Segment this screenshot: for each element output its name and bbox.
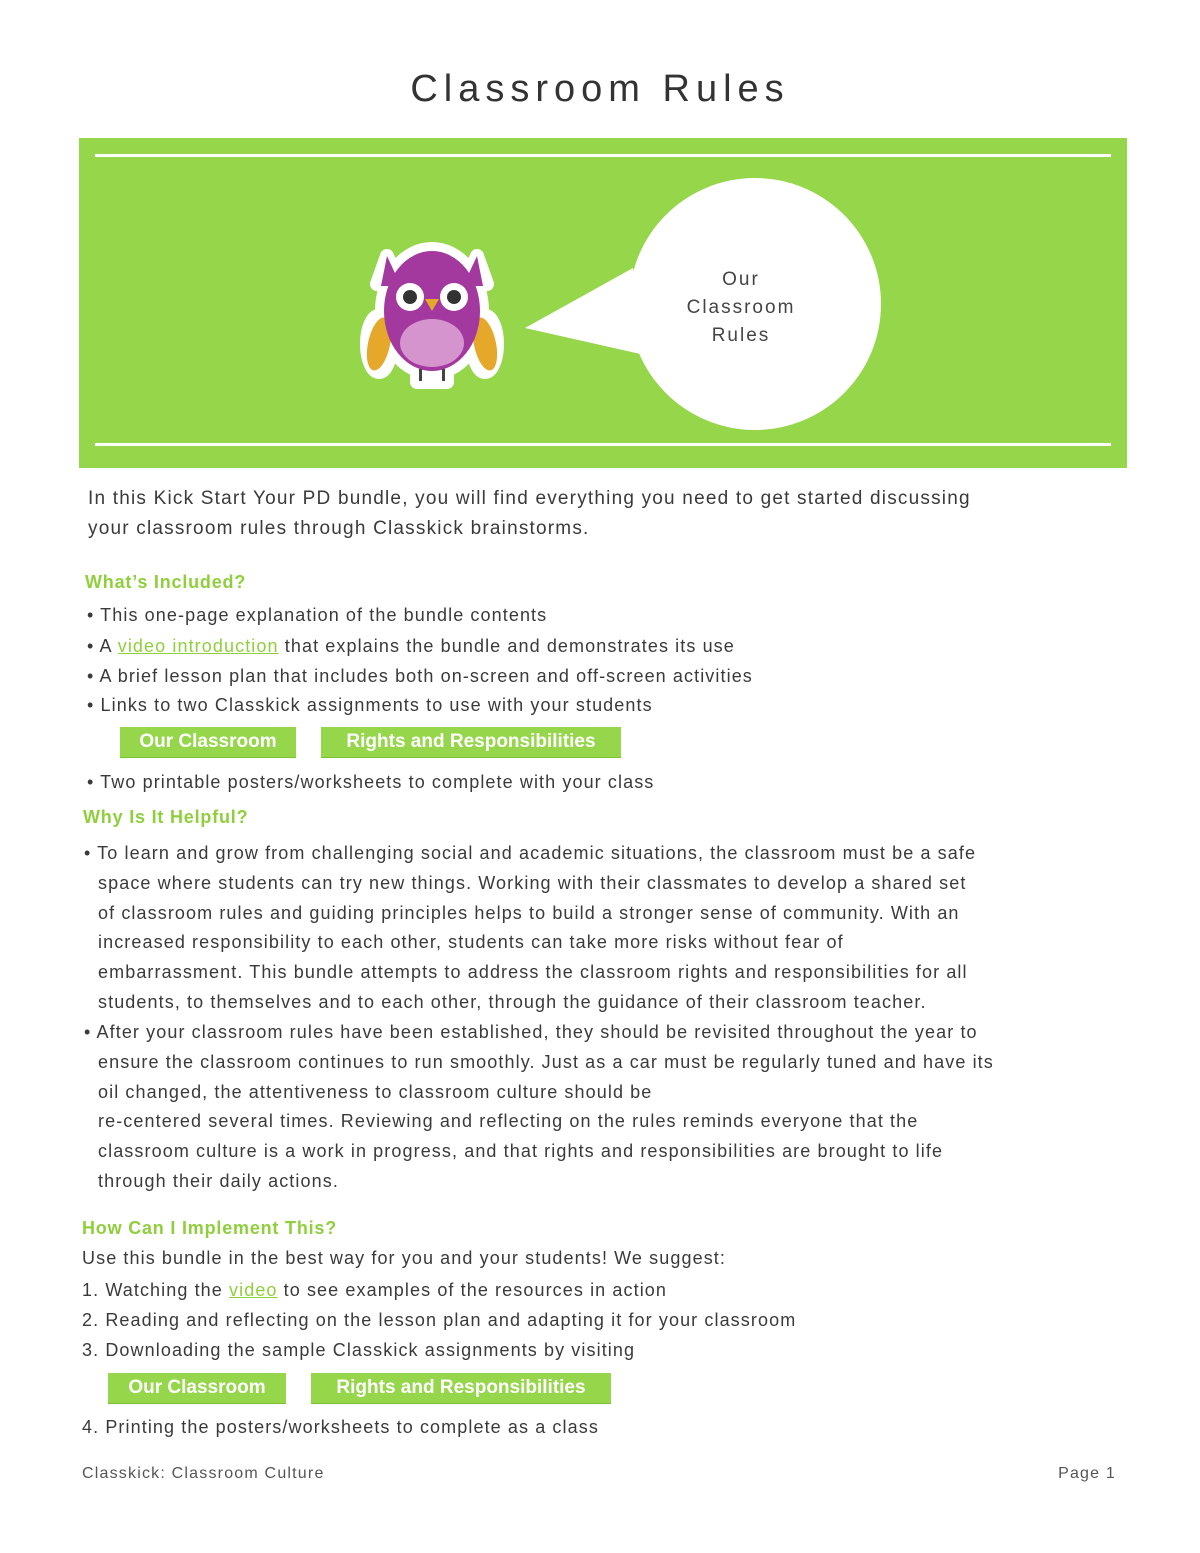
helpful-line: students, to themselves and to each other, through the guidance of their classroom teacher. <box>98 991 927 1012</box>
footer-page-number: Page 1 <box>1058 1465 1116 1482</box>
rights-responsibilities-button[interactable]: Rights and Responsibilities <box>321 727 621 758</box>
our-classroom-button[interactable]: Our Classroom <box>120 727 296 758</box>
implement-step-4: 4. Printing the posters/worksheets to complete as a class <box>82 1417 599 1437</box>
included-item-text: • This one-page explanation of the bundle contents <box>87 605 548 625</box>
helpful-line: • To learn and grow from challenging social and academic situations, the classroom must be a safe <box>84 843 977 863</box>
helpful-line: classroom culture is a work in progress, and that rights and responsibilities are brought to life <box>98 1141 944 1162</box>
intro-line: your classroom rules through Classkick brainstorms. <box>88 518 590 539</box>
footer-left: Classkick: Classroom Culture <box>82 1465 325 1482</box>
included-item-text: • Links to two Classkick assignments to use with your students <box>87 695 653 715</box>
video-introduction-link[interactable]: video introduction <box>117 636 279 656</box>
helpful-line: increased responsibility to each other, students can take more risks without fear of <box>98 932 844 953</box>
included-item-text: • A brief lesson plan that includes both on-screen and off-screen activities <box>87 666 753 686</box>
included-item <box>87 605 547 626</box>
hero-banner <box>79 138 1127 468</box>
owl-icon <box>359 236 509 396</box>
helpful-bullet-2 <box>84 1018 994 1197</box>
bubble-text <box>679 266 803 350</box>
bubble-line: Our <box>722 269 760 290</box>
section-heading-included: What’s Included? <box>85 572 247 592</box>
step-text: to see examples of the resources in action <box>277 1280 668 1300</box>
implement-step-1 <box>82 1280 667 1301</box>
helpful-line: oil changed, the attentiveness to classroom culture should be <box>98 1081 653 1102</box>
implement-intro: Use this bundle in the best way for you and your students! We suggest: <box>82 1248 726 1268</box>
implement-step-2: 2. Reading and reflecting on the lesson plan and adapting it for your classroom <box>82 1310 797 1330</box>
banner-top-rule <box>95 154 1111 157</box>
included-item <box>87 636 735 657</box>
step-text: 1. Watching the <box>82 1280 230 1300</box>
implement-step-3: 3. Downloading the sample Classkick assignments by visiting <box>82 1340 636 1360</box>
helpful-line: through their daily actions. <box>98 1170 339 1191</box>
bubble-line: Rules <box>711 325 771 346</box>
included-item <box>87 666 753 687</box>
banner-bottom-rule <box>95 443 1111 446</box>
helpful-line: ensure the classroom continues to run smoothly. Just as a car must be regularly tuned and have its <box>98 1051 994 1072</box>
intro-paragraph <box>88 484 971 544</box>
our-classroom-button[interactable]: Our Classroom <box>108 1373 286 1404</box>
bubble-line: Classroom <box>686 297 796 318</box>
helpful-line: embarrassment. This bundle attempts to address the classroom rights and responsibilities for all <box>98 962 968 983</box>
included-item-text: • A <box>87 636 118 656</box>
section-heading-helpful: Why Is It Helpful? <box>83 807 249 827</box>
helpful-line: • After your classroom rules have been established, they should be revisited throughout the year to <box>84 1022 978 1042</box>
helpful-line: of classroom rules and guiding principles helps to build a stronger sense of community. With an <box>98 902 960 923</box>
video-link[interactable]: video <box>229 1280 278 1300</box>
included-item-text: that explains the bundle and demonstrates its use <box>278 636 735 656</box>
rights-responsibilities-button[interactable]: Rights and Responsibilities <box>311 1373 611 1404</box>
included-item: • Two printable posters/worksheets to complete with your class <box>87 772 655 792</box>
intro-line: In this Kick Start Your PD bundle, you will find everything you need to get started discussing <box>88 488 971 509</box>
section-heading-implement: How Can I Implement This? <box>82 1218 338 1238</box>
helpful-bullet-1 <box>84 839 976 1018</box>
helpful-line: space where students can try new things. Working with their classmates to develop a shared set <box>98 872 967 893</box>
included-item <box>87 695 653 716</box>
helpful-line: re-centered several times. Reviewing and reflecting on the rules reminds everyone that the <box>98 1111 919 1132</box>
page-title: Classroom Rules <box>410 68 790 110</box>
